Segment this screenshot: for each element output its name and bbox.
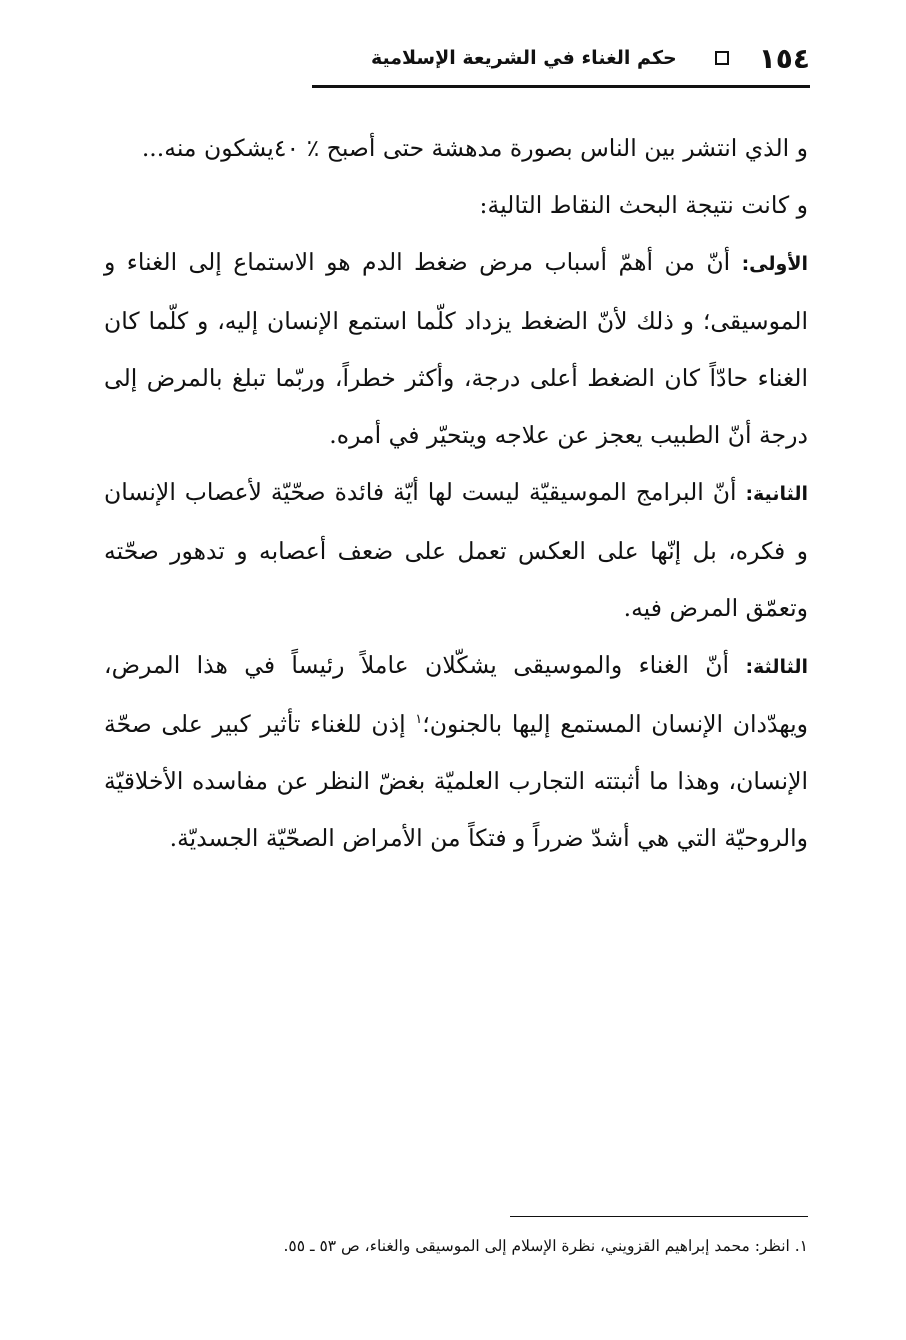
running-title: حكم الغناء في الشريعة الإسلامية — [370, 47, 677, 69]
point-1-paragraph — [104, 234, 808, 464]
point-3-text-a: أنّ الغناء والموسيقى يشكّلان عاملاً رئيساً في هذا المرض، ويهدّدان الإنسان المستمع إليها بالجنون؛ — [104, 651, 808, 738]
footnote: ١. انظر: محمد إبراهيم القزويني، نظرة الإسلام إلى الموسيقى والغناء، ص ٥٣ ـ ٥٥. — [283, 1237, 808, 1255]
point-1-lead: الأولى: — [741, 253, 808, 275]
intro-paragraph — [104, 120, 808, 234]
point-3-text-b: إذن للغناء تأثير كبير على صحّة الإنسان، وهذا ما أثبتته التجارب العلميّة بغضّ النظر عن مفاسده الأخلاقيّة والروحيّة التي هي أشدّ ضرراً و فتكاً من الأمراض الصحّيّة الجسديّة. — [104, 710, 808, 852]
footnote-marker: ١ — [415, 712, 423, 728]
header-square-ornament — [715, 51, 729, 65]
point-1-text: أنّ من أهمّ أسباب مرض ضغط الدم هو الاستماع إلى الغناء و الموسيقى؛ و ذلك لأنّ الضغط يزداد كلّما استمع الإنسان إليه، و كلّما كان الغناء حادّاً كان الضغط أعلى درجة، وأكثر خطراً، وربّما تبلغ بالمرض إلى درجة أنّ الطبيب يعجز عن علاجه ويتحيّر في أمره. — [104, 248, 808, 449]
page-number: ١٥٤ — [758, 41, 810, 75]
page-header — [310, 38, 810, 78]
intro-line-1: و الذي انتشر بين الناس بصورة مدهشة حتى أصبح ٪ ٤٠يشكون منه... — [141, 134, 808, 162]
footnote-rule — [510, 1216, 808, 1217]
point-3-paragraph — [104, 637, 808, 867]
header-rule — [312, 85, 810, 88]
point-2-paragraph — [104, 464, 808, 637]
intro-line-2: و كانت نتيجة البحث النقاط التالية: — [479, 191, 808, 219]
point-2-text: أنّ البرامج الموسيقيّة ليست لها أيّة فائدة صحّيّة لأعصاب الإنسان و فكره، بل إنّها على العكس تعمل على ضعف أعصابه و تدهور صحّته وتعمّق المرض فيه. — [104, 478, 808, 622]
point-3-lead: الثالثة: — [745, 656, 808, 678]
point-2-lead: الثانية: — [745, 483, 808, 505]
body-text — [104, 120, 808, 867]
